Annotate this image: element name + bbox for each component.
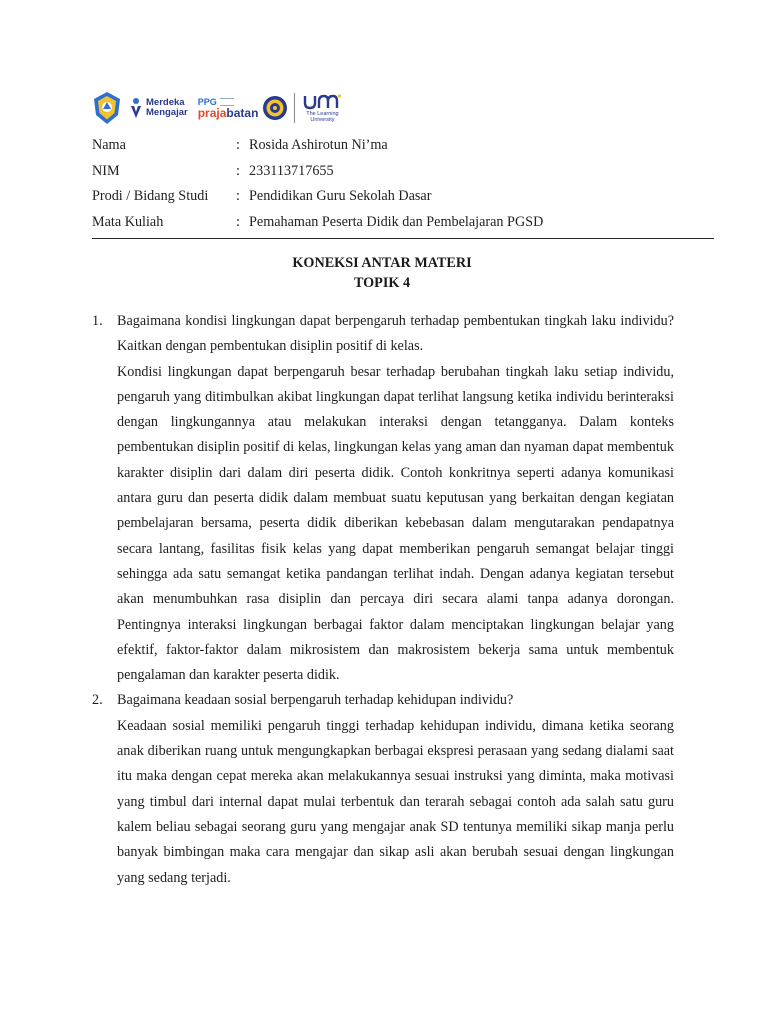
merdeka-mengajar-logo — [129, 97, 188, 119]
prajabatan-text: batan — [226, 105, 259, 120]
identity-label: Mata Kuliah — [92, 213, 164, 230]
university-seal-logo — [262, 95, 288, 121]
question-text: Bagaimana kondisi lingkungan dapat berpengaruh terhadap pembentukan tingkah laku individu? Kaitkan dengan pembentukan disiplin positif di kelas. — [117, 313, 674, 355]
identity-label: Prodi / Bidang Studi — [92, 188, 209, 204]
mengajar-text: Mengajar — [146, 107, 188, 118]
prajabatan-text-accent: praja — [197, 105, 227, 120]
question-item — [92, 688, 674, 890]
identity-colon: : — [236, 162, 240, 179]
ppg-text: PPG — [197, 96, 217, 107]
question-number: 1. — [92, 313, 103, 329]
merdeka-text: Merdeka — [146, 97, 185, 108]
identity-value: Pendidikan Guru Sekolah Dasar — [249, 188, 432, 204]
identity-label: NIM — [92, 162, 120, 179]
question-text: Bagaimana keadaan sosial berpengaruh terhadap kehidupan individu? — [117, 692, 514, 709]
ppg-lines-decoration — [220, 98, 234, 106]
identity-colon: : — [236, 137, 240, 153]
um-logo — [302, 93, 342, 123]
um-wordmark-icon — [302, 93, 342, 111]
question-item — [92, 309, 674, 688]
document-body — [92, 309, 674, 891]
identity-value: 233113717655 — [249, 162, 334, 179]
header-divider — [92, 238, 714, 239]
document-title: KONEKSI ANTAR MATERI — [292, 255, 472, 271]
identity-value: Rosida Ashirotun Ni’ma — [249, 137, 388, 153]
identity-label: Nama — [92, 137, 126, 153]
identity-colon: : — [236, 188, 240, 204]
identity-colon: : — [236, 213, 240, 230]
merdeka-mengajar-mark-icon — [129, 97, 143, 119]
um-tagline: The Learning University — [306, 111, 339, 123]
logo-separator — [294, 93, 295, 123]
tut-wuri-handayani-logo — [92, 91, 122, 125]
answer-text: Kondisi lingkungan dapat berpengaruh besar terhadap berubahan tingkah laku setiap individu, pengaruh yang ditimbulkan akibat lingkungan dapat terlihat langsung ketika individu berinteraksi dengan lingkungannya atau melakukan interaksi dengan tetangganya. Dalam konteks pembentukan disiplin positif di kelas, lingkungan kelas yang aman dan nyaman dapat membentuk karakter disiplin dari dalam diri peserta didik. Contoh konkritnya seperti adanya komunikasi antara guru dan peserta didik dalam membuat suatu keputusan yang berkaitan dengan kegiatan pembelajaran bersama, peserta didik diberikan kebebasan dalam mengutarakan pendapatnya secara lantang, fasilitas fisik kelas yang dapat memberikan pengaruh semangat belajar tinggi sehingga ada satu semangat ketika pandangan terlihat indah. Dengan adanya kegiatan tersebut akan menumbuhkan rasa disiplin dan percaya diri secara alami tanpa adanya dorongan. Pentingnya interaksi lingkungan berbagai faktor dalam menciptakan lingkungan belajar yang efektif, faktor-faktor dalam mikrosistem dan makrosistem bekerja sama untuk membentuk pengalaman dan karakter peserta didik. — [117, 363, 674, 684]
logo-strip — [92, 88, 342, 128]
question-number: 2. — [92, 692, 103, 709]
ppg-prajabatan-logo — [198, 97, 259, 120]
identity-value: Pemahaman Peserta Didik dan Pembelajaran PGSD — [249, 213, 544, 230]
document-subtitle: TOPIK 4 — [353, 275, 411, 291]
answer-text: Keadaan sosial memiliki pengaruh tinggi terhadap kehidupan individu, dimana ketika seorang anak diberikan ruang untuk mengungkapkan berbagai ekspresi perasaan yang sedang dialami saat itu maka dengan cepat mereka akan melakukannya sesuai instruksi yang diminta, maka motivasi yang timbul dari internal dapat mulai terbentuk dan terarah sebagai contoh ada salah satu guru kalem beliau sebagai seorang guru yang mengajar anak SD tentunya memiliki sikap manja perlu banyak bimbingan maka cara mengajar dan sikap asli akan berubah sesuai dengan lingkungan yang sedang terjadi. — [117, 717, 674, 886]
